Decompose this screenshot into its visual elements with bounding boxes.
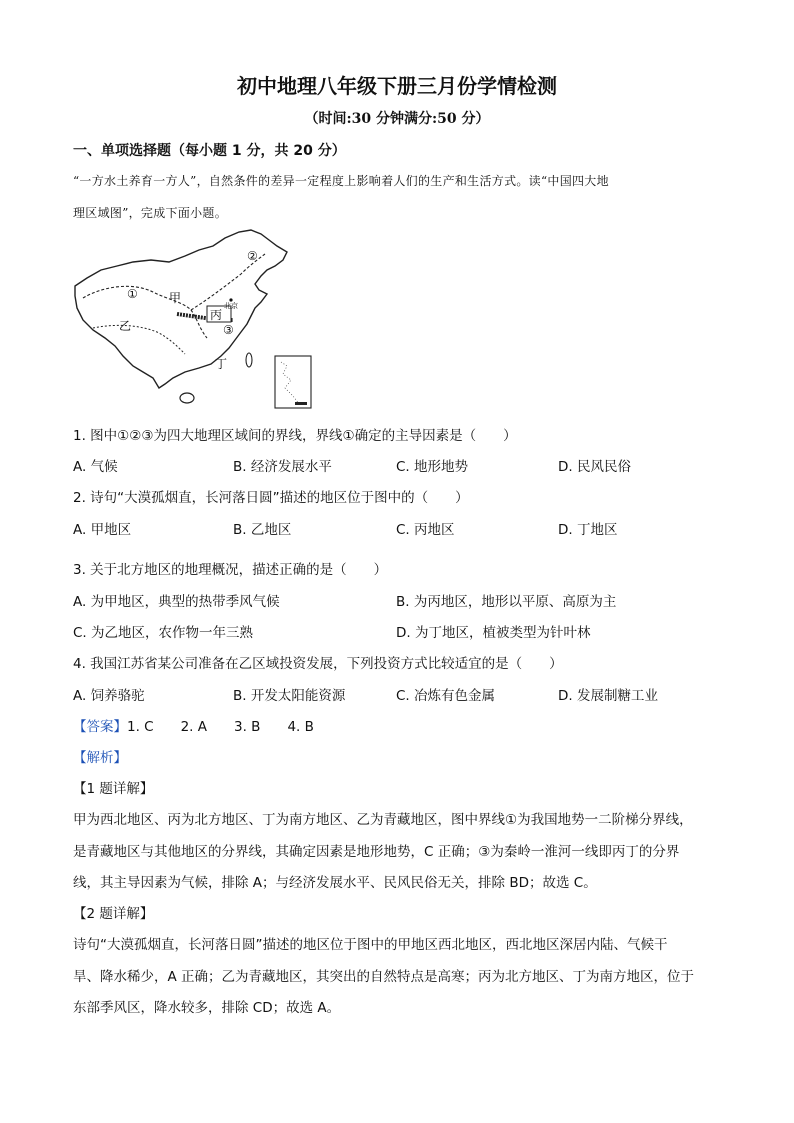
question-3-option-b: B. 为丙地区，地形以平原、高原为主 bbox=[396, 594, 617, 610]
question-4-option-a: A. 饲养骆驼 bbox=[73, 688, 145, 704]
region-ding-label: 丁 bbox=[215, 357, 228, 371]
question-1-option-d: D. 民风民俗 bbox=[558, 459, 631, 475]
detail-1-line-3: 线，其主导因素为气候，排除 A；与经济发展水平、民风民俗无关，排除 BD；故选 C。 bbox=[73, 875, 597, 891]
question-3-option-c: C. 为乙地区，农作物一年三熟 bbox=[73, 625, 254, 641]
boundary-3-label: ③ bbox=[223, 323, 234, 337]
boundary-2-label: ② bbox=[247, 249, 258, 263]
question-3-option-a: A. 为甲地区，典型的热带季风气候 bbox=[73, 594, 280, 610]
question-2-option-b: B. 乙地区 bbox=[233, 522, 292, 538]
analysis-label: 【解析】 bbox=[73, 750, 127, 766]
question-2-option-a: A. 甲地区 bbox=[73, 522, 132, 538]
question-1-stem: 1. 图中①②③为四大地理区域间的界线，界线①确定的主导因素是（ ） bbox=[73, 428, 517, 444]
detail-1-label: 【1 题详解】 bbox=[73, 781, 154, 797]
intro-line-1: “一方水土养育一方人”，自然条件的差异一定程度上影响着人们的生产和生活方式。读“中国四大地 bbox=[73, 174, 609, 188]
analysis-row bbox=[73, 746, 127, 766]
question-2-option-d: D. 丁地区 bbox=[558, 522, 618, 538]
region-jia-label: 甲 bbox=[169, 291, 182, 305]
region-yi-label: 乙 bbox=[119, 319, 132, 333]
detail-2-label: 【2 题详解】 bbox=[73, 906, 154, 922]
detail-2-line-3: 东部季风区，降水较多，排除 CD；故选 A。 bbox=[73, 1000, 341, 1016]
page-title: 初中地理八年级下册三月份学情检测 bbox=[237, 74, 557, 98]
question-4-option-d: D. 发展制糖工业 bbox=[558, 688, 658, 704]
section-heading: 一、单项选择题（每小题 1 分，共 20 分） bbox=[73, 143, 346, 159]
question-3-option-d: D. 为丁地区，植被类型为针叶林 bbox=[396, 625, 591, 641]
exam-time-info: （时间:30 分钟满分:50 分） bbox=[304, 111, 490, 127]
question-4-stem: 4. 我国江苏省某公司准备在乙区域投资发展，下列投资方式比较适宜的是（ ） bbox=[73, 656, 563, 672]
question-1-option-b: B. 经济发展水平 bbox=[233, 459, 332, 475]
question-4-option-b: B. 开发太阳能资源 bbox=[233, 688, 346, 704]
answer-label: 【答案】 bbox=[73, 719, 127, 735]
detail-2-line-1: 诗句“大漠孤烟直，长河落日圆”描述的地区位于图中的甲地区西北地区，西北地区深居内陆、气候干 bbox=[73, 937, 668, 953]
question-4-option-c: C. 冶炼有色金属 bbox=[396, 688, 496, 704]
region-bing-label: 丙 bbox=[210, 308, 223, 322]
question-2-option-c: C. 丙地区 bbox=[396, 522, 455, 538]
question-1-option-a: A. 气候 bbox=[73, 459, 118, 475]
detail-2-line-2: 旱、降水稀少，A 正确；乙为青藏地区，其突出的自然特点是高寒；丙为北方地区、丁为南方地区，位于 bbox=[73, 969, 695, 985]
intro-line-2: 理区域图”，完成下面小题。 bbox=[73, 206, 228, 220]
boundary-1-label: ① bbox=[127, 287, 138, 301]
detail-1-line-1: 甲为西北地区、丙为北方地区、丁为南方地区、乙为青藏地区，图中界线①为我国地势一二阶梯分界线， bbox=[73, 812, 693, 828]
question-2-stem: 2. 诗句“大漠孤烟直，长河落日圆”描述的地区位于图中的（ ） bbox=[73, 490, 469, 506]
china-regions-map bbox=[73, 228, 373, 413]
answer-values: 1. C 2. A 3. B 4. B bbox=[127, 719, 314, 735]
question-3-stem: 3. 关于北方地区的地理概况，描述正确的是（ ） bbox=[73, 562, 388, 578]
answer-row bbox=[73, 715, 314, 735]
detail-1-line-2: 是青藏地区与其他地区的分界线，其确定因素是地形地势，C 正确；③为秦岭一淮河一线即丙丁的分界 bbox=[73, 844, 680, 860]
beijing-label: 北京 bbox=[224, 302, 238, 310]
question-1-option-c: C. 地形地势 bbox=[396, 459, 469, 475]
